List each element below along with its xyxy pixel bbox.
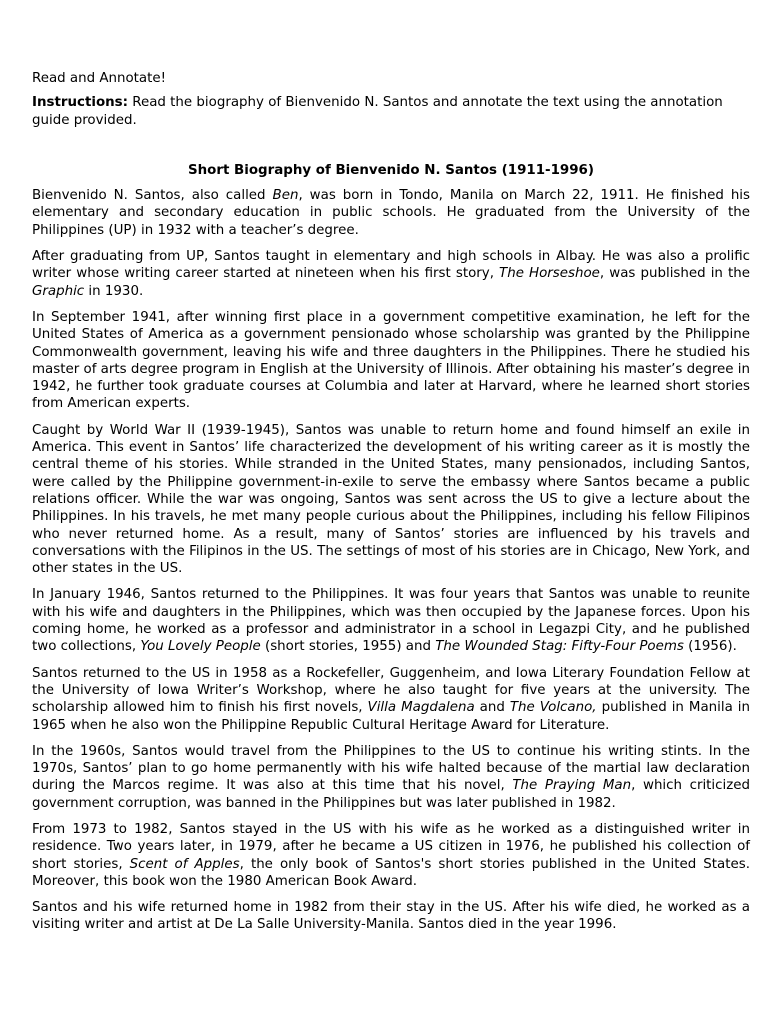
p9-text: Santos and his wife returned home in 1982 from their stay in the US. After his wife died, he worked as a visiting writer and artist at De La Salle University-Manila. Santos died in the year 1996. bbox=[32, 900, 750, 933]
p1-text-a: Bienvenido N. Santos, also called bbox=[32, 188, 273, 204]
instructions-text: Read the biography of Bienvenido N. Santos and annotate the text using the annotation guide provided. bbox=[32, 95, 723, 128]
p6-italic-novel-2: The Volcano, bbox=[509, 700, 597, 716]
p7-text-a: In the 1960s, Santos would travel from the Philippines to the US to continue his writing stints. In the 1970s, Santos’ plan to go home permanently with his wife halted because of the martial law declaration during the Marcos regime. It was also at this time that his novel, bbox=[32, 743, 750, 794]
p3-text: In September 1941, after winning first place in a government competitive examination, he left for the United States of America as a government pensionado whose scholarship was granted by the Philippine Commonwealth government, leaving his wife and three daughters in the Philippines. There he studied his master of arts degree program in English at the University of Illinois. After obtaining his master’s degree in 1942, he further took graduate courses at Columbia and later at Harvard, where he learned short stories from American experts. bbox=[32, 309, 750, 412]
instructions bbox=[32, 94, 750, 129]
p8-text-a: From 1973 to 1982, Santos stayed in the US with his wife as he worked as a distinguished writer in residence. Two years later, in 1979, after he became a US citizen in 1976, he published his collection of short stories, bbox=[32, 821, 750, 872]
paragraph-5 bbox=[32, 586, 750, 655]
p5-italic-collection-2: The Wounded Stag: Fifty-Four Poems bbox=[435, 639, 684, 655]
instructions-label: Instructions: bbox=[32, 95, 129, 111]
p2-text-e: in 1930. bbox=[84, 283, 144, 299]
paragraph-9 bbox=[32, 899, 750, 934]
read-annotate-heading bbox=[32, 70, 750, 87]
p8-text-c: , the only book of Santos's short stories published in the United States. Moreover, this book won the 1980 American Book Award. bbox=[32, 856, 750, 889]
paragraph-8 bbox=[32, 821, 750, 890]
p2-text-a: After graduating from UP, Santos taught in elementary and high schools in Albay. He was also a prolific writer whose writing career started at nineteen when his first story, bbox=[32, 249, 750, 282]
paragraph-3 bbox=[32, 309, 750, 413]
biography-title: Short Biography of Bienvenido N. Santos (1911-1996) bbox=[188, 162, 594, 178]
p5-text-a: In January 1946, Santos returned to the Philippines. It was four years that Santos was unable to reunite with his wife and daughters in the Philippines, which was then occupied by the Japanese forces. Upon his coming home, he worked as a professor and administrator in a school in Legazpi City, and he published two collections, bbox=[32, 587, 750, 655]
p1-text-c: , was born in Tondo, Manila on March 22, 1911. He finished his elementary and secondary education in public schools. He graduated from the University of the Philippines (UP) in 1932 with a teacher’s degree. bbox=[32, 188, 751, 238]
p4-text: Caught by World War II (1939-1945), Santos was unable to return home and found himself an exile in America. This event in Santos’ life characterized the development of his writing career as it is mostly the central theme of his stories. While stranded in the United States, many pensionados, including Santos, were called by the Philippine government-in-exile to serve the embassy where Santos became a public relations officer. While the war was ongoing, Santos was sent across the US to give a lecture about the Philippines. In his travels, he met many people curious about the Philippines, including his fellow Filipinos who never returned home. As a result, many of Santos’ stories are influenced by his travels and conversations with the Filipinos in the US. The settings of most of his stories are in Chicago, New York, and other states in the US. bbox=[32, 422, 750, 577]
paragraph-7 bbox=[32, 743, 750, 812]
p2-italic-publication: Graphic bbox=[32, 283, 85, 299]
p5-text-c: (short stories, 1955) and bbox=[260, 639, 436, 655]
p6-text-a: Santos returned to the US in 1958 as a Rockefeller, Guggenheim, and Iowa Literary Foundation Fellow at the University of Iowa Writer’s Workshop, where he also taught for five years at the university. The scholarship allowed him to finish his first novels, bbox=[32, 665, 750, 716]
p5-text-e: (1956). bbox=[683, 639, 737, 655]
p2-italic-story-title: The Horseshoe bbox=[499, 266, 600, 282]
p6-text-e: published in Manila in 1965 when he also won the Philippine Republic Cultural Heritage Award for Literature. bbox=[32, 700, 750, 733]
paragraph-4 bbox=[32, 422, 750, 578]
p2-text-c: , was published in the bbox=[599, 266, 750, 282]
paragraph-1 bbox=[32, 187, 750, 239]
p1-italic-nickname: Ben bbox=[272, 188, 299, 204]
p7-italic-novel: The Praying Man bbox=[512, 778, 632, 794]
p6-text-c: and bbox=[474, 700, 510, 716]
read-annotate-text: Read and Annotate! bbox=[32, 71, 166, 86]
paragraph-6 bbox=[32, 665, 750, 734]
p7-text-c: , which criticized government corruption, was banned in the Philippines but was later published in 1982. bbox=[32, 778, 750, 811]
p5-italic-collection-1: You Lovely People bbox=[140, 639, 261, 655]
paragraph-2 bbox=[32, 248, 750, 300]
p8-italic-collection: Scent of Apples bbox=[129, 856, 240, 872]
p6-italic-novel-1: Villa Magdalena bbox=[367, 700, 475, 716]
